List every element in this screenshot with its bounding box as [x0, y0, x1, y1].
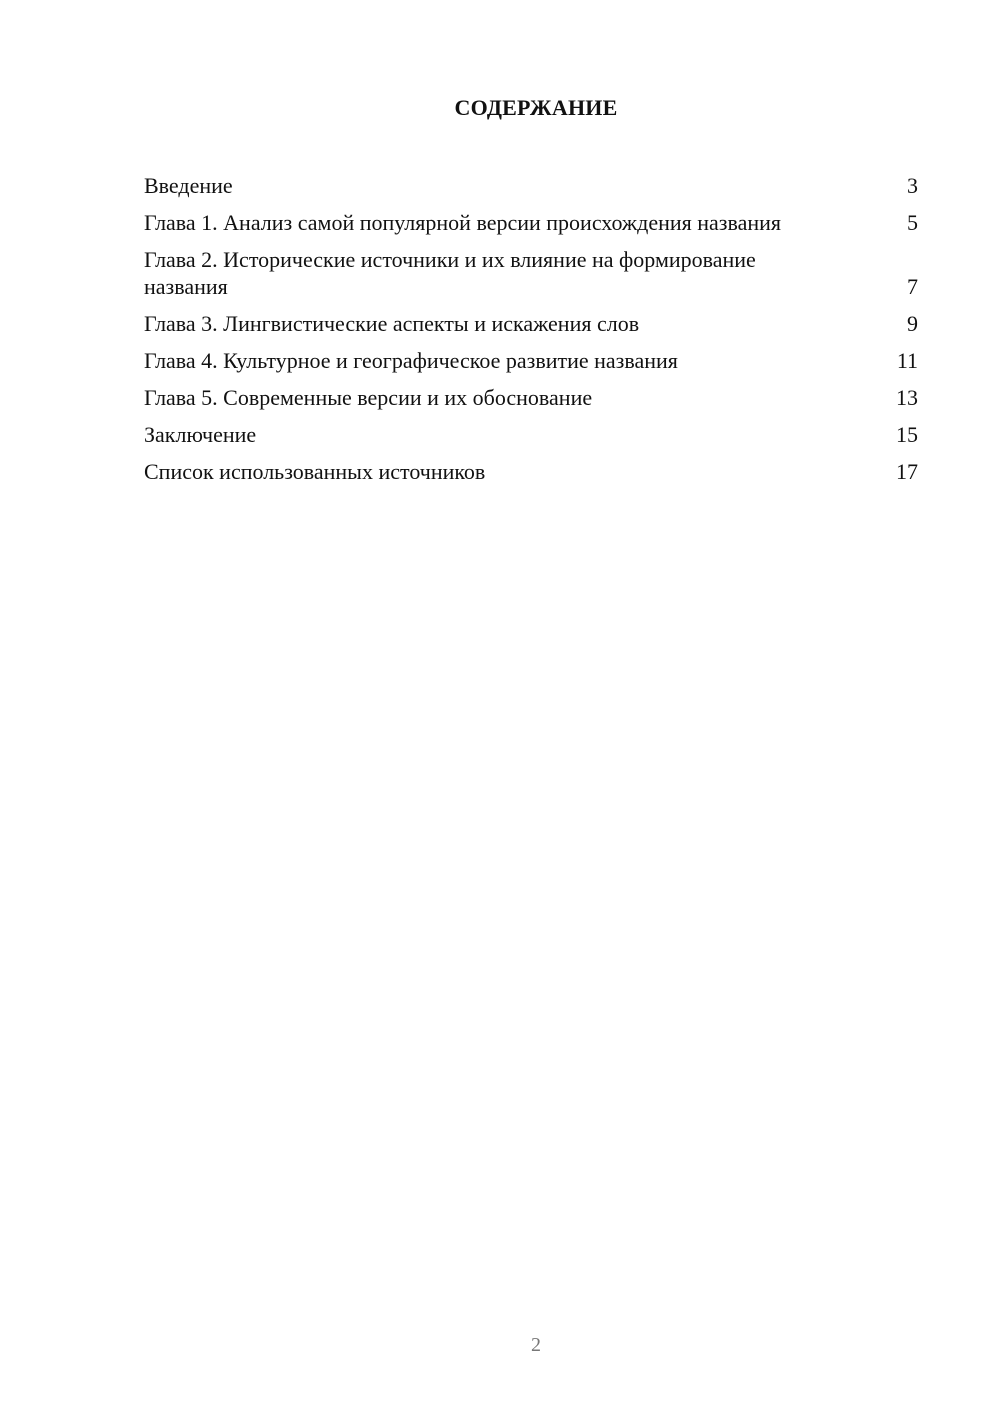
- toc-entry-page: 11: [896, 348, 918, 373]
- toc-entry-page: 15: [896, 422, 918, 447]
- toc-entry-chapter-1: [144, 209, 918, 236]
- toc-entry-chapter-2: [144, 246, 918, 300]
- toc-entry-title: Глава 2. Исторические источники и их влияние на формирование названия: [144, 247, 756, 299]
- page-number: 2: [531, 1334, 541, 1356]
- toc-entry-chapter-3: [144, 310, 918, 337]
- page-title: СОДЕРЖАНИЕ: [454, 95, 618, 120]
- toc-entry-conclusion: [144, 421, 918, 448]
- toc-entry-page: 7: [907, 274, 918, 299]
- toc-entry-title: Заключение: [144, 422, 257, 447]
- toc-entry-page: 3: [907, 173, 918, 198]
- toc-entry-title: Глава 5. Современные версии и их обоснование: [144, 385, 593, 410]
- toc-entry-title: Список использованных источников: [144, 459, 486, 484]
- toc-entry-chapter-5: [144, 384, 918, 411]
- toc-entry-title: Глава 1. Анализ самой популярной версии происхождения названия: [144, 210, 782, 235]
- toc-entry-title: Глава 4. Культурное и географическое развитие названия: [144, 348, 678, 373]
- toc-entry-page: 17: [896, 459, 918, 484]
- table-of-contents: [144, 172, 918, 495]
- toc-entry-title: Введение: [144, 173, 233, 198]
- toc-entry-title: Глава 3. Лингвистические аспекты и искажения слов: [144, 311, 640, 336]
- toc-entry-page: 9: [907, 311, 918, 336]
- toc-entry-page: 5: [907, 210, 918, 235]
- toc-entry-introduction: [144, 172, 918, 199]
- toc-entry-page: 13: [896, 385, 918, 410]
- toc-entry-sources: [144, 458, 918, 485]
- toc-entry-chapter-4: [144, 347, 918, 374]
